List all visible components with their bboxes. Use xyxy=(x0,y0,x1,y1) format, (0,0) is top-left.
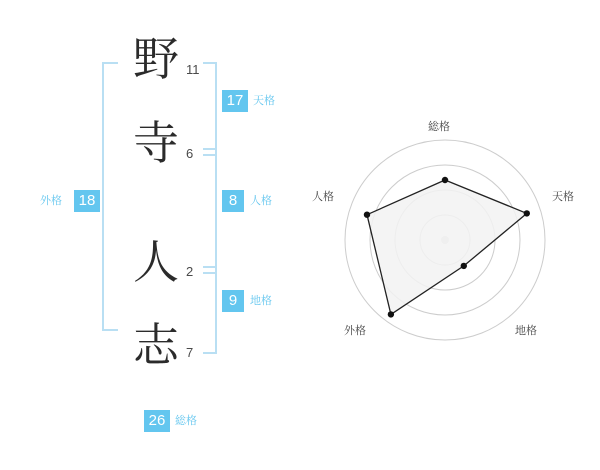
total-score-value: 26 xyxy=(144,410,170,432)
kanji-char-1: 野 xyxy=(133,32,179,86)
radar-chart-svg xyxy=(300,110,590,380)
radar-point xyxy=(364,212,370,218)
stroke-count-2: 6 xyxy=(186,146,194,161)
tenkaku-score-label: 天格 xyxy=(253,95,275,107)
stroke-count-1: 11 xyxy=(186,62,200,77)
axis-label-jinkaku: 人格 xyxy=(312,191,334,203)
kanji-char-4: 志 xyxy=(133,318,179,372)
axis-label-soukaku: 総格 xyxy=(428,121,450,133)
total-score-label: 総格 xyxy=(175,415,197,427)
radar-point xyxy=(461,263,467,269)
outer-score-label: 外格 xyxy=(40,195,62,207)
axis-label-gaikaku: 外格 xyxy=(344,325,366,337)
radar-point xyxy=(388,311,394,317)
tenkaku-bracket xyxy=(203,62,217,156)
tenkaku-score-value: 17 xyxy=(222,90,248,112)
stroke-count-4: 7 xyxy=(186,345,194,360)
radar-chart xyxy=(300,110,590,380)
chikaku-score-label: 地格 xyxy=(250,295,272,307)
jinkaku-score-label: 人格 xyxy=(250,195,272,207)
kanji-char-2: 寺 xyxy=(133,116,179,170)
radar-series xyxy=(364,177,530,318)
stroke-count-3: 2 xyxy=(186,264,194,279)
chikaku-score-value: 9 xyxy=(222,290,244,312)
axis-label-chikaku: 地格 xyxy=(515,325,537,337)
jinkaku-bracket xyxy=(203,148,217,274)
jinkaku-score-value: 8 xyxy=(222,190,244,212)
radar-point xyxy=(524,210,530,216)
outer-bracket xyxy=(102,62,118,331)
chikaku-bracket xyxy=(203,266,217,354)
kanji-char-3: 人 xyxy=(133,235,179,289)
radar-point xyxy=(442,177,448,183)
axis-label-tenkaku: 天格 xyxy=(552,191,574,203)
outer-score-value: 18 xyxy=(74,190,100,212)
